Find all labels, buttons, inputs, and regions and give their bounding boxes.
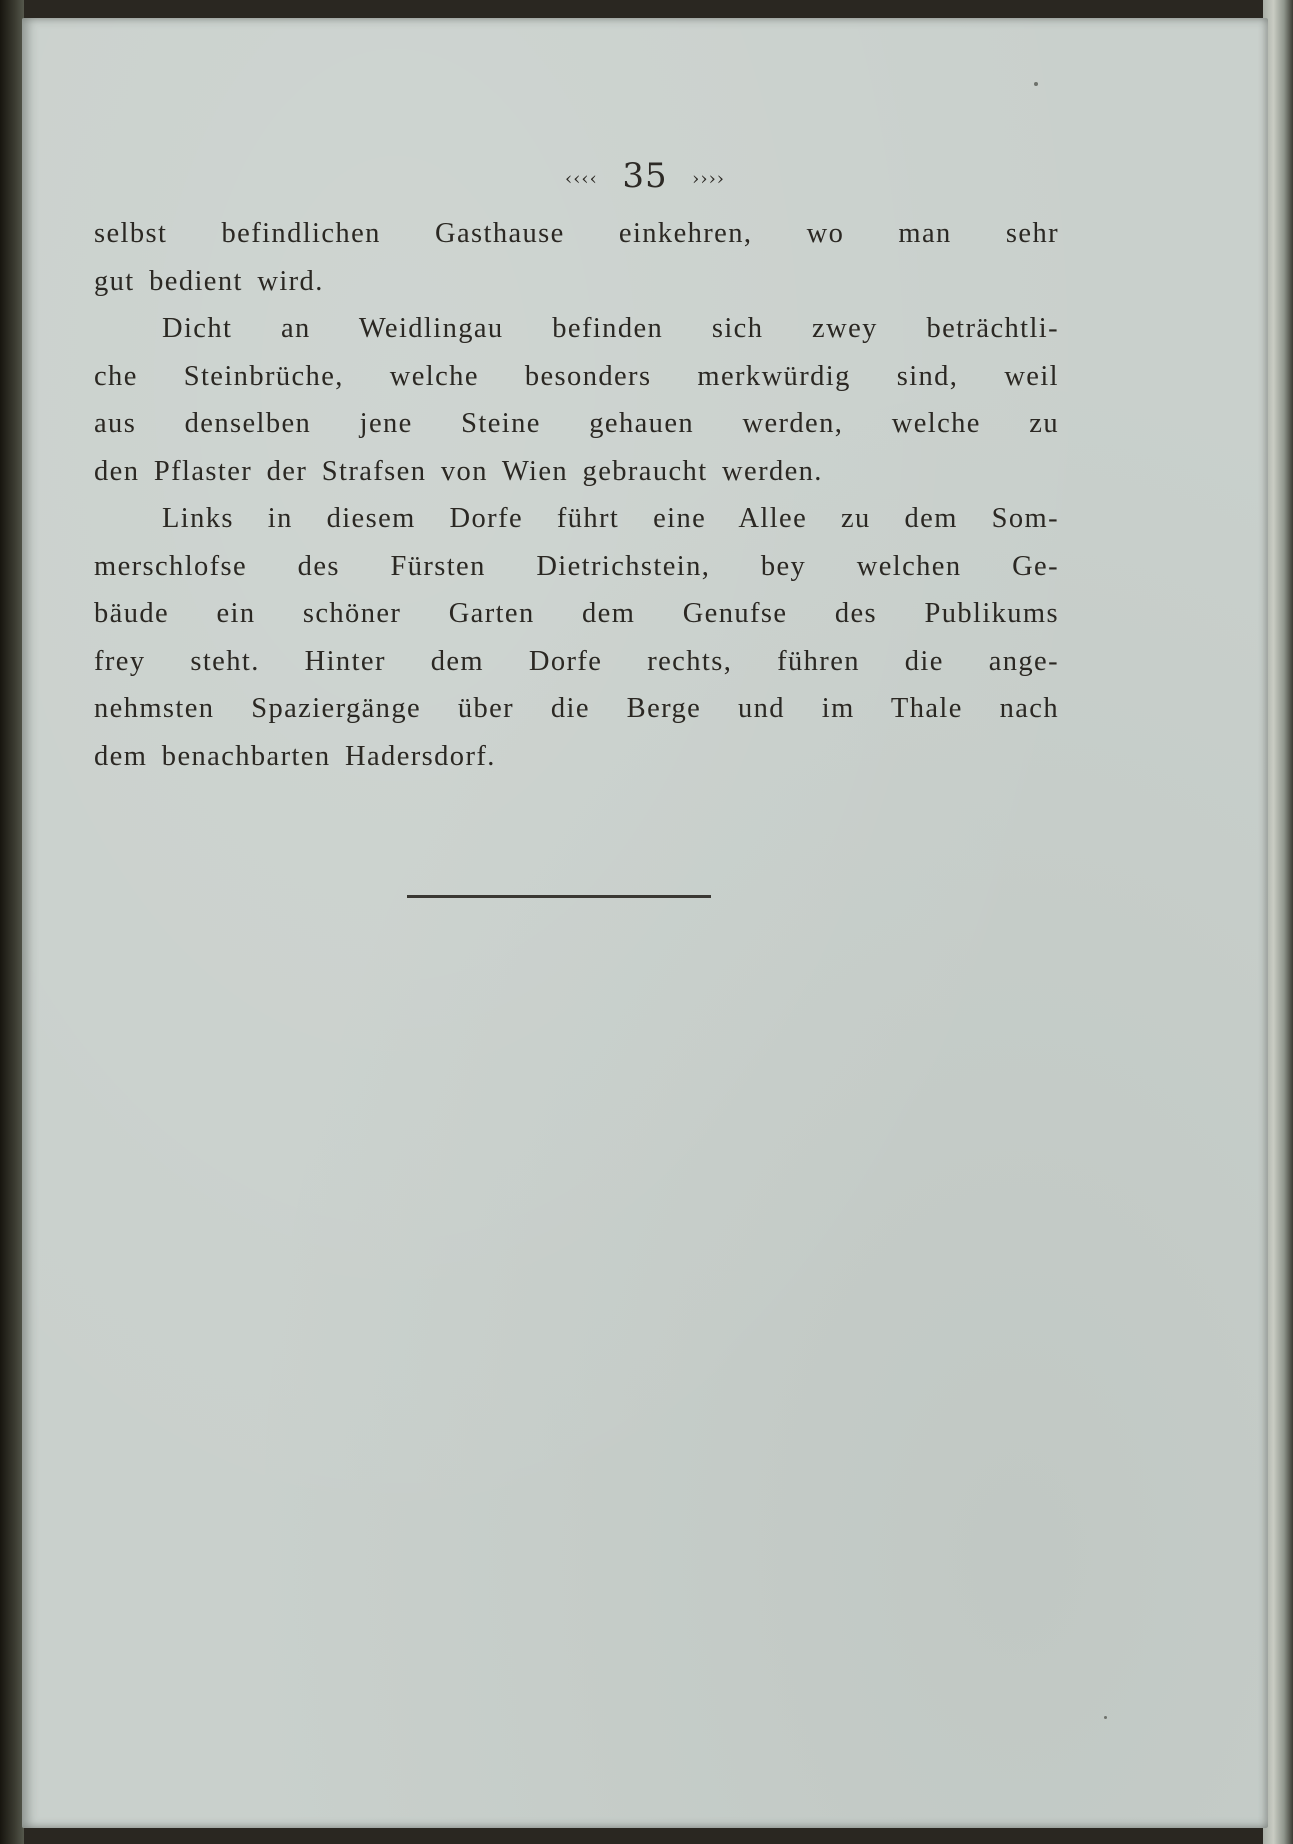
text-line: bäude ein schöner Garten dem Genufse des Publikums (94, 598, 1059, 629)
text-line: che Steinbrüche, welche besonders merkwürdig sind, weil (94, 360, 1059, 392)
section-end-rule (407, 895, 711, 898)
book-binding-edge (0, 0, 24, 1844)
page-number: 35 (622, 156, 668, 196)
page-header (22, 156, 1268, 196)
paper-speck (1104, 1716, 1107, 1719)
text-line: Dicht an Weidlingau befinden sich zwey beträchtli- (162, 313, 1059, 344)
ornament-left: ‹‹‹‹ (565, 168, 598, 190)
text-line: nehmsten Spaziergänge über die Berge und im Thale nach (94, 693, 1059, 724)
text-line: frey steht. Hinter dem Dorfe rechts, führen die ange- (94, 645, 1059, 677)
text-line: gut bedient wird. (94, 265, 324, 297)
text-line: merschlofse des Fürsten Dietrichstein, bey welchen Ge- (94, 550, 1059, 582)
body-text (94, 210, 1059, 780)
text-line: aus denselben jene Steine gehauen werden, welche zu (94, 408, 1059, 439)
text-line: Links in diesem Dorfe führt eine Allee zu dem Som- (162, 503, 1059, 534)
text-line: selbst befindlichen Gasthause einkehren, wo man sehr (94, 218, 1059, 249)
paper-speck (1034, 82, 1038, 86)
ornament-right: ›››› (692, 168, 725, 190)
paper-page (22, 18, 1268, 1828)
text-line: den Pflaster der Strafsen von Wien gebraucht werden. (94, 455, 823, 487)
text-line: dem benachbarten Hadersdorf. (94, 740, 496, 772)
